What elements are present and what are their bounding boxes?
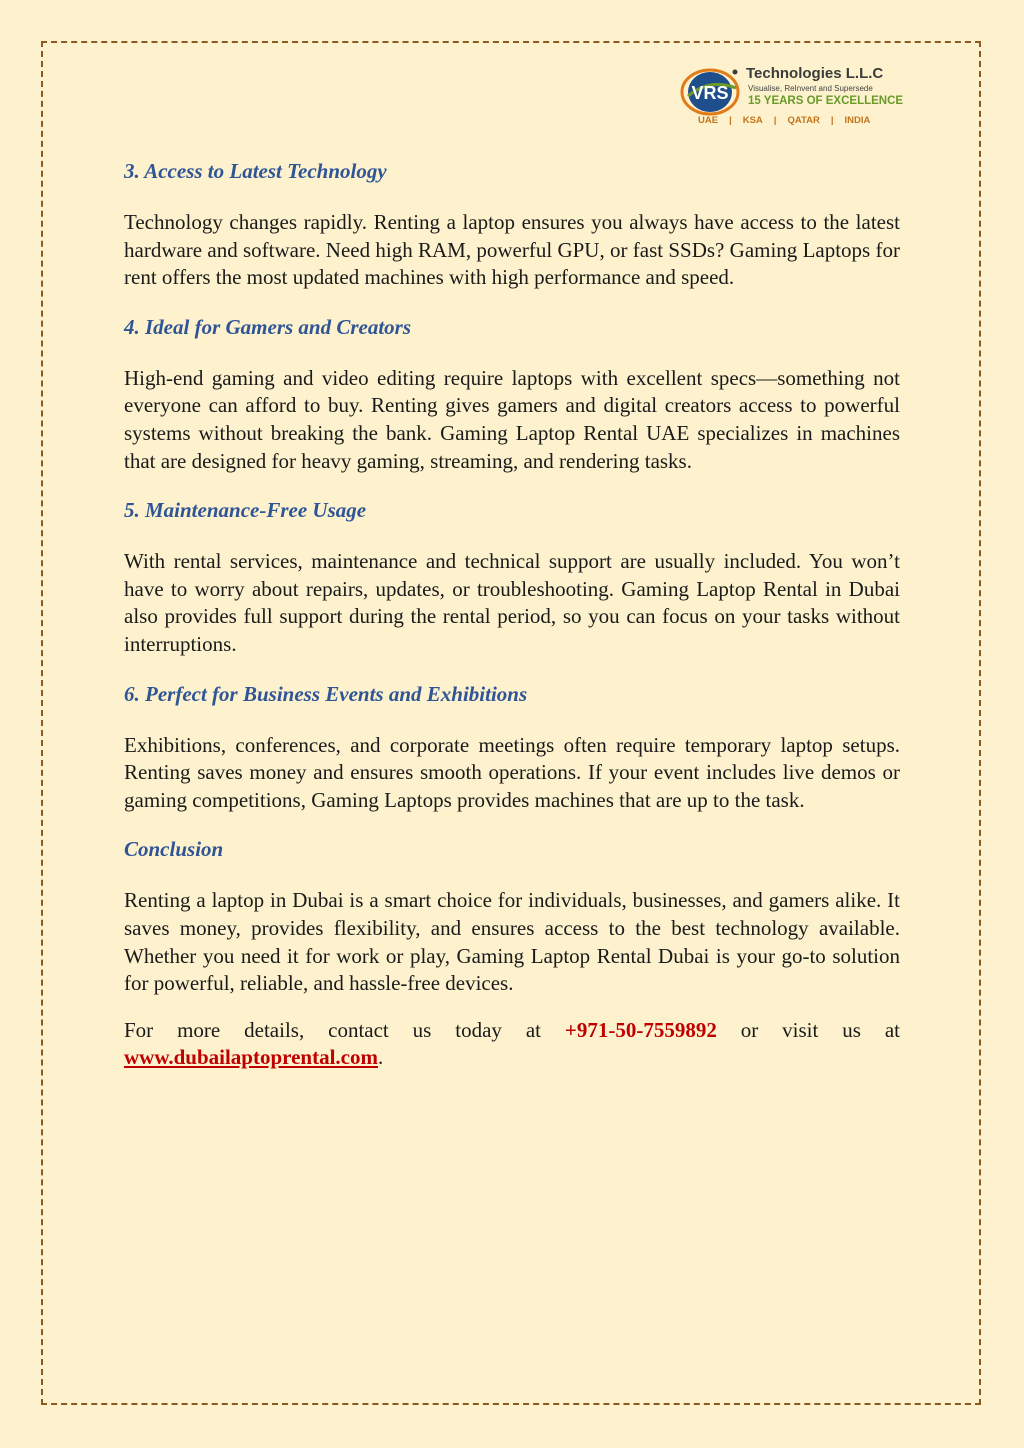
region-india: INDIA (844, 115, 871, 126)
region-separator: | (773, 115, 777, 126)
section-heading-maintenance-free: 5. Maintenance-Free Usage (124, 498, 367, 523)
section-body-gamers-creators: High-end gaming and video editing require laptops with excellent specs—something not everyone can afford to buy. Renting gives gamers and digital creators access to powerful systems without breaking the bank. Gaming Laptop Rental UAE specializes in machines that are designed for heavy gaming, streaming, and rendering tasks. (124, 365, 900, 473)
contact-middle: or visit us at (716, 1017, 900, 1042)
emblem-text: VRS (691, 83, 729, 103)
logo-regions (698, 115, 870, 126)
region-ksa: KSA (742, 115, 763, 126)
document-content (124, 155, 900, 1091)
section-body-maintenance-free: With rental services, maintenance and technical support are usually included. You won’t have to worry about repairs, updates, or troubleshooting. Gaming Laptop Rental in Dubai also provides full support during the rental period, so you can focus on your tasks without interruptions. (124, 549, 900, 656)
section-heading-conclusion: Conclusion (124, 837, 224, 862)
section-body-latest-technology: Technology changes rapidly. Renting a laptop ensures you always have access to the latest hardware and software. Need high RAM, powerful GPU, or fast SSDs? Gaming Laptops for rent offers the most updated machines with high performance and speed. (124, 210, 900, 290)
logo-tagline: Visualise, ReInvent and Supersede (748, 84, 873, 93)
section-body-conclusion: Renting a laptop in Dubai is a smart choice for individuals, businesses, and gamers alike. It saves money, provides flexibility, and ensures access to the best technology available. Whether you need it for work or play, Gaming Laptop Rental Dubai is your go-to solution for powerful, reliable, and hassle-free devices. (124, 888, 900, 996)
region-uae: UAE (698, 115, 719, 126)
section-heading-gamers-creators: 4. Ideal for Gamers and Creators (124, 314, 412, 339)
section-heading-business-events: 6. Perfect for Business Events and Exhibitions (124, 681, 528, 706)
vrs-emblem-icon (680, 66, 740, 118)
contact-phone[interactable]: +971-50-7559892 (564, 1017, 717, 1042)
company-logo (680, 62, 910, 132)
website-link[interactable]: www.dubailaptoprental.com (124, 1045, 378, 1070)
contact-paragraph (124, 1017, 900, 1072)
logo-title: Technologies L.L.C (746, 65, 884, 82)
region-separator: | (830, 115, 834, 126)
contact-end: . (377, 1045, 384, 1070)
contact-lead: For more details, contact us today at (124, 1017, 565, 1042)
logo-years-badge: 15 YEARS OF EXCELLENCE (748, 95, 904, 107)
region-qatar: QATAR (787, 115, 820, 126)
section-body-business-events: Exhibitions, conferences, and corporate meetings often require temporary laptop setups. Renting saves money and ensures smooth operations. If your event includes live demos or gaming competitions, Gaming Laptops provides machines that are up to the task. (124, 732, 900, 812)
region-separator: | (729, 115, 732, 126)
section-heading-latest-technology: 3. Access to Latest Technology (124, 159, 387, 183)
